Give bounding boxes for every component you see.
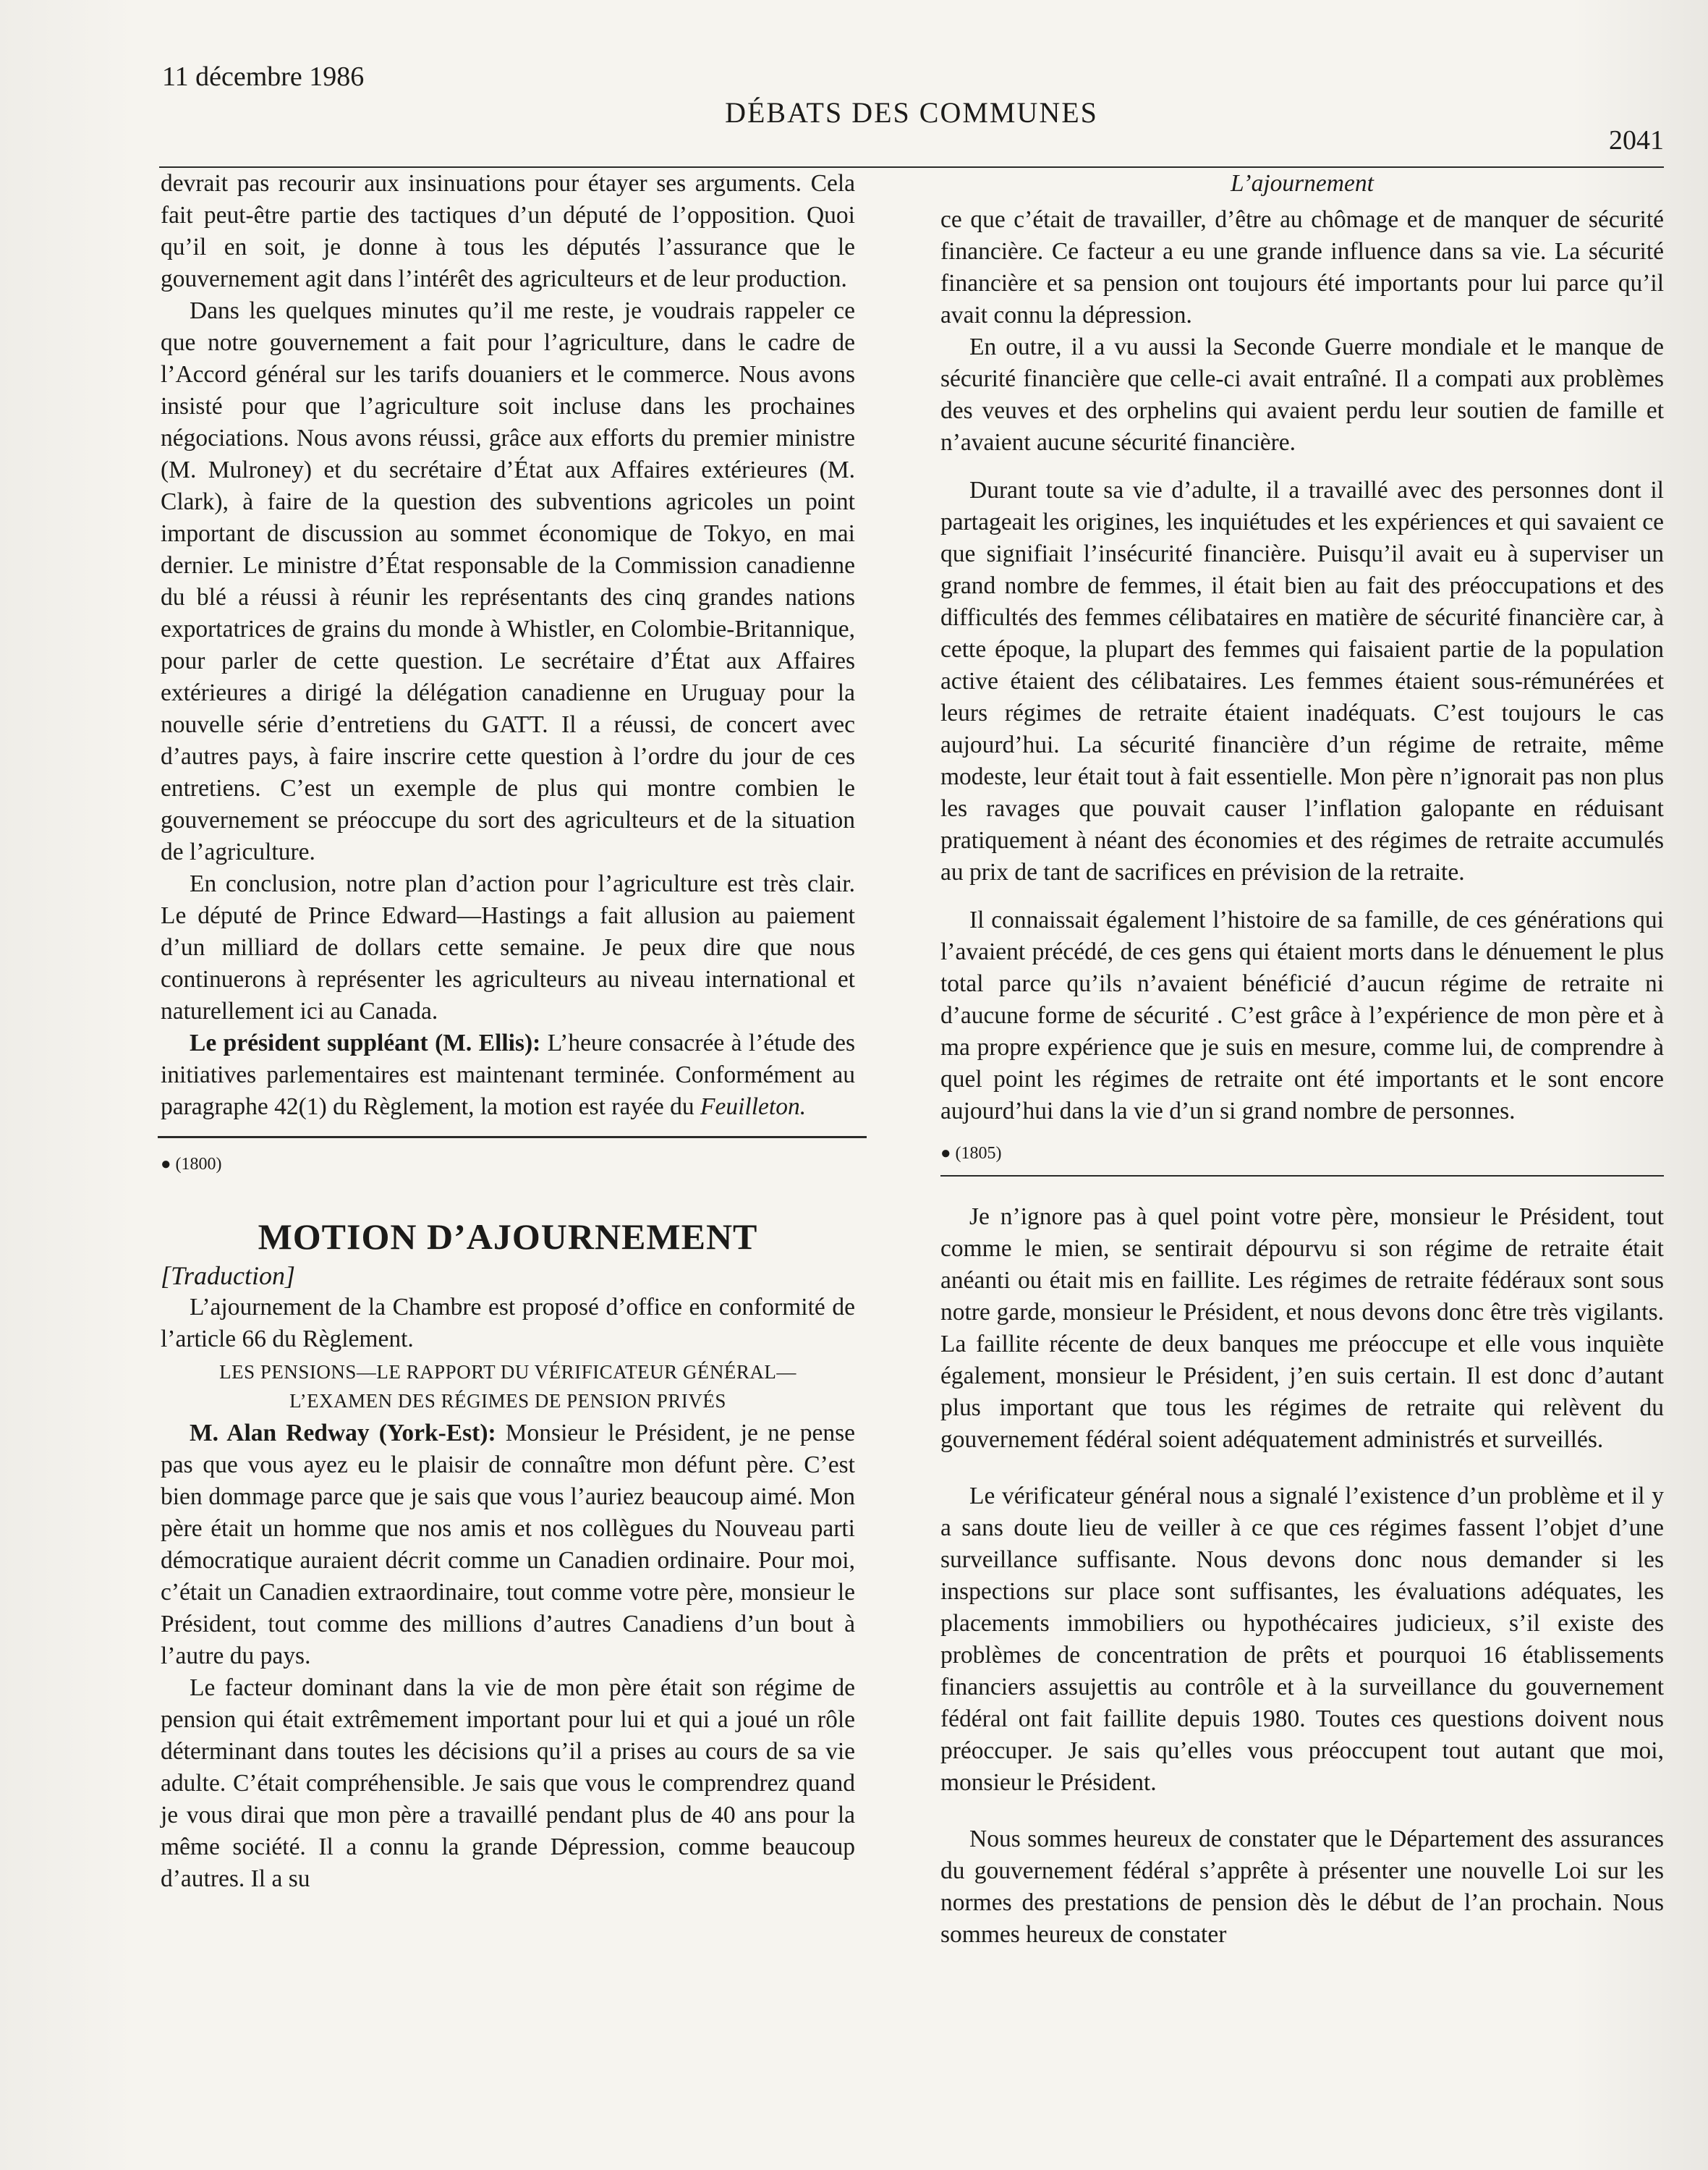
translation-label: [Traduction] bbox=[161, 1261, 296, 1290]
left-column bbox=[161, 168, 855, 1895]
paragraph: ce que c’était de travailler, d’être au chômage et de manquer de sécurité financière. Ce facteur a eu une grande influence dans sa vie. La sécurité financière et sa pension ont toujours été importants pour lui parce qu’il avait connu la dépression. bbox=[940, 206, 1664, 329]
subheading-line: L’EXAMEN DES RÉGIMES DE PENSION PRIVÉS bbox=[289, 1390, 726, 1412]
speaker-name: M. Alan Redway (York-Est): bbox=[190, 1420, 496, 1446]
speaker-paragraph bbox=[161, 1417, 855, 1672]
paragraph: Le facteur dominant dans la vie de mon père était son régime de pension qui était extrêmement important pour lui et qui a joué un rôle déterminant dans toutes les décisions qu’il a prises au cours de sa vie adulte. C’était compréhensible. Je sais que vous le comprendrez quand je vous dirai que mon père a travaillé pendant plus de 40 ans pour la même société. Il a connu la grande Dépression, comme beaucoup d’autres. Il a su bbox=[161, 1674, 855, 1892]
paragraph-text: L’heure consacrée à l’étude des initiatives parlementaires est maintenant terminée. Conformément au paragraphe 42(1) du Règlement, la motion est rayée du bbox=[161, 1030, 856, 1120]
speaker-name: Le président suppléant (M. Ellis): bbox=[190, 1030, 541, 1056]
paragraph: Dans les quelques minutes qu’il me reste, je voudrais rappeler ce que notre gouvernement a fait pour l’agriculture, dans le cadre de l’Accord général sur les tarifs douaniers et le commerce. Nous avons insisté pour que l’agriculture soit incluse dans les prochaines négociations. Nous avons réussi, grâce aux efforts du premier ministre (M. Mulroney) et du secrétaire d’État aux Affaires extérieures (M. Clark), à faire de la question des subventions agricoles un point important de discussion au sommet économique de Tokyo, en mai dernier. Le ministre d’État responsable de la Commission canadienne du blé a réussi à réunir les représentants des cinq grandes nations exportatrices de grains du monde à Whistler, en Colombie-Britannique, pour parler de cette question. Le secrétaire d’État aux Affaires extérieures a dirigé la délégation canadienne en Uruguay pour la nouvelle série d’entretiens du GATT. Il a réussi, de concert avec d’autres pays, à faire inscrire cette question à l’ordre du jour de ces entretiens. C’est un exemple de plus qui montre combien le gouvernement se préoccupe du sort des agriculteurs et de la situation de l’agriculture. bbox=[161, 297, 855, 865]
paragraph: En outre, il a vu aussi la Seconde Guerre mondiale et le manque de sécurité financière que celle-ci avait entraîné. Il a compati aux problèmes des veuves et des orphelins qui avaient perdu leur soutien de famille et n’avaient aucune sécurité financière. bbox=[940, 334, 1664, 456]
section-rule bbox=[158, 1136, 867, 1138]
speaker-paragraph bbox=[161, 1027, 855, 1123]
paragraph: En conclusion, notre plan d’action pour l’agriculture est très clair. Le député de Prince Edward—Hastings a fait allusion au paiement d’un milliard de dollars cette semaine. Je peux dire que nous continuerons à représenter les agriculteurs au niveau international et naturellement ici au Canada. bbox=[161, 870, 855, 1025]
paragraph-text: Monsieur le Président, je ne pense pas que vous ayez eu le plaisir de connaître mon défunt père. C’est bien dommage parce que je sais que vous l’auriez beaucoup aimé. Mon père était un homme que nos amis et nos collègues du Nouveau parti démocratique auraient décrit comme un Canadien ordinaire. Pour moi, c’était un Canadien extraordinaire, tout comme votre père, monsieur le Président, tout comme des millions d’autres Canadiens d’un bout à l’autre du pays. bbox=[161, 1420, 855, 1669]
paragraph: devrait pas recourir aux insinuations pour étayer ses arguments. Cela fait peut-être partie des tactiques d’un député de l’opposition. Quoi qu’il en soit, je donne à tous les députés l’assurance que le gouvernement agit dans l’intérêt des agriculteurs et de leur production. bbox=[161, 170, 855, 292]
paragraph: Je n’ignore pas à quel point votre père, monsieur le Président, tout comme le mien, se sentirait dépourvu si son régime de retraite était anéanti ou était mis en faillite. Les régimes de retraite fédéraux sont sous notre garde, monsieur le Président, et nous devons donc être très vigilants. La faillite récente de deux banques me préoccupe et elle vous inquiète également, monsieur le Président, j’en suis certain. Il est donc d’autant plus important que tous les régimes de retraite qui relèvent du gouvernement fédéral soient adéquatement administrés et surveillés. bbox=[940, 1203, 1664, 1453]
time-marker: ● (1805) bbox=[940, 1144, 1002, 1163]
italic-text: Feuilleton. bbox=[700, 1093, 807, 1120]
paragraph: Le vérificateur général nous a signalé l’existence d’un problème et il y a sans doute lieu de veiller à ce que ces régimes fassent l’objet d’une surveillance suffisante. Nous devons donc nous demander si les inspections sur place sont suffisantes, les évaluations adéquates, les placements immobiliers ou hypothécaires judicieux, s’il existe des problèmes de concentration de prêts et pourquoi 16 établissements financiers assujettis au contrôle et à la surveillance du gouvernement fédéral ont fait faillite depuis 1980. Toutes ces questions doivent nous préoccuper. Je sais qu’elles vous préoccupent tout autant que moi, monsieur le Président. bbox=[940, 1483, 1664, 1796]
running-head: L’ajournement bbox=[1231, 170, 1374, 197]
paragraph: Il connaissait également l’histoire de sa famille, de ces générations qui l’avaient précédé, de ces gens qui étaient morts dans le dénuement le plus total parce qu’ils n’avaient bénéficié d’aucun régime de retraite ni d’aucune forme de sécurité . C’est grâce à l’expérience de mon père et à ma propre expérience que je suis en mesure, comme lui, de comprendre à quel point les régimes de retraite ont été importants et le sont encore aujourd’hui dans la vie d’un si grand nombre de personnes. bbox=[940, 907, 1664, 1124]
right-column bbox=[940, 168, 1664, 1951]
motion-title: MOTION D’AJOURNEMENT bbox=[258, 1216, 758, 1257]
subheading-line: LES PENSIONS—LE RAPPORT DU VÉRIFICATEUR GÉNÉRAL— bbox=[219, 1361, 796, 1383]
time-marker: ● (1800) bbox=[161, 1155, 222, 1174]
header-date: 11 décembre 1986 bbox=[162, 62, 365, 92]
header-title: DÉBATS DES COMMUNES bbox=[725, 96, 1098, 129]
page-header bbox=[159, 58, 1664, 156]
header-page-number: 2041 bbox=[1609, 125, 1664, 156]
paragraph: L’ajournement de la Chambre est proposé d’office en conformité de l’article 66 du Règlement. bbox=[161, 1294, 855, 1352]
paragraph: Durant toute sa vie d’adulte, il a travaillé avec des personnes dont il partageait les origines, les inquiétudes et les expériences et qui savaient ce que signifiait l’insécurité financière. Puisqu’il avait eu à superviser un grand nombre de femmes, il était bien au fait des préoccupations et des difficultés des femmes célibataires en matière de sécurité financière car, à cette époque, la plupart des femmes qui faisaient partie de la population active étaient des célibataires. Les femmes étaient sous-rémunérées et leurs régimes de retraite étaient inadéquats. C’est toujours le cas aujourd’hui. La sécurité financière d’un régime de retraite, même modeste, leur était tout à fait essentielle. Mon père n’ignorait pas non plus les ravages que pouvait causer l’inflation galopante en réduisant pratiquement à néant des économies et des régimes de retraite accumulés au prix de tant de sacrifices en prévision de la retraite. bbox=[940, 477, 1664, 886]
paragraph: Nous sommes heureux de constater que le Département des assurances du gouvernement fédéral s’apprête à présenter une nouvelle Loi sur les normes des prestations de pension dès le début de l’an prochain. Nous sommes heureux de constater bbox=[940, 1826, 1664, 1948]
